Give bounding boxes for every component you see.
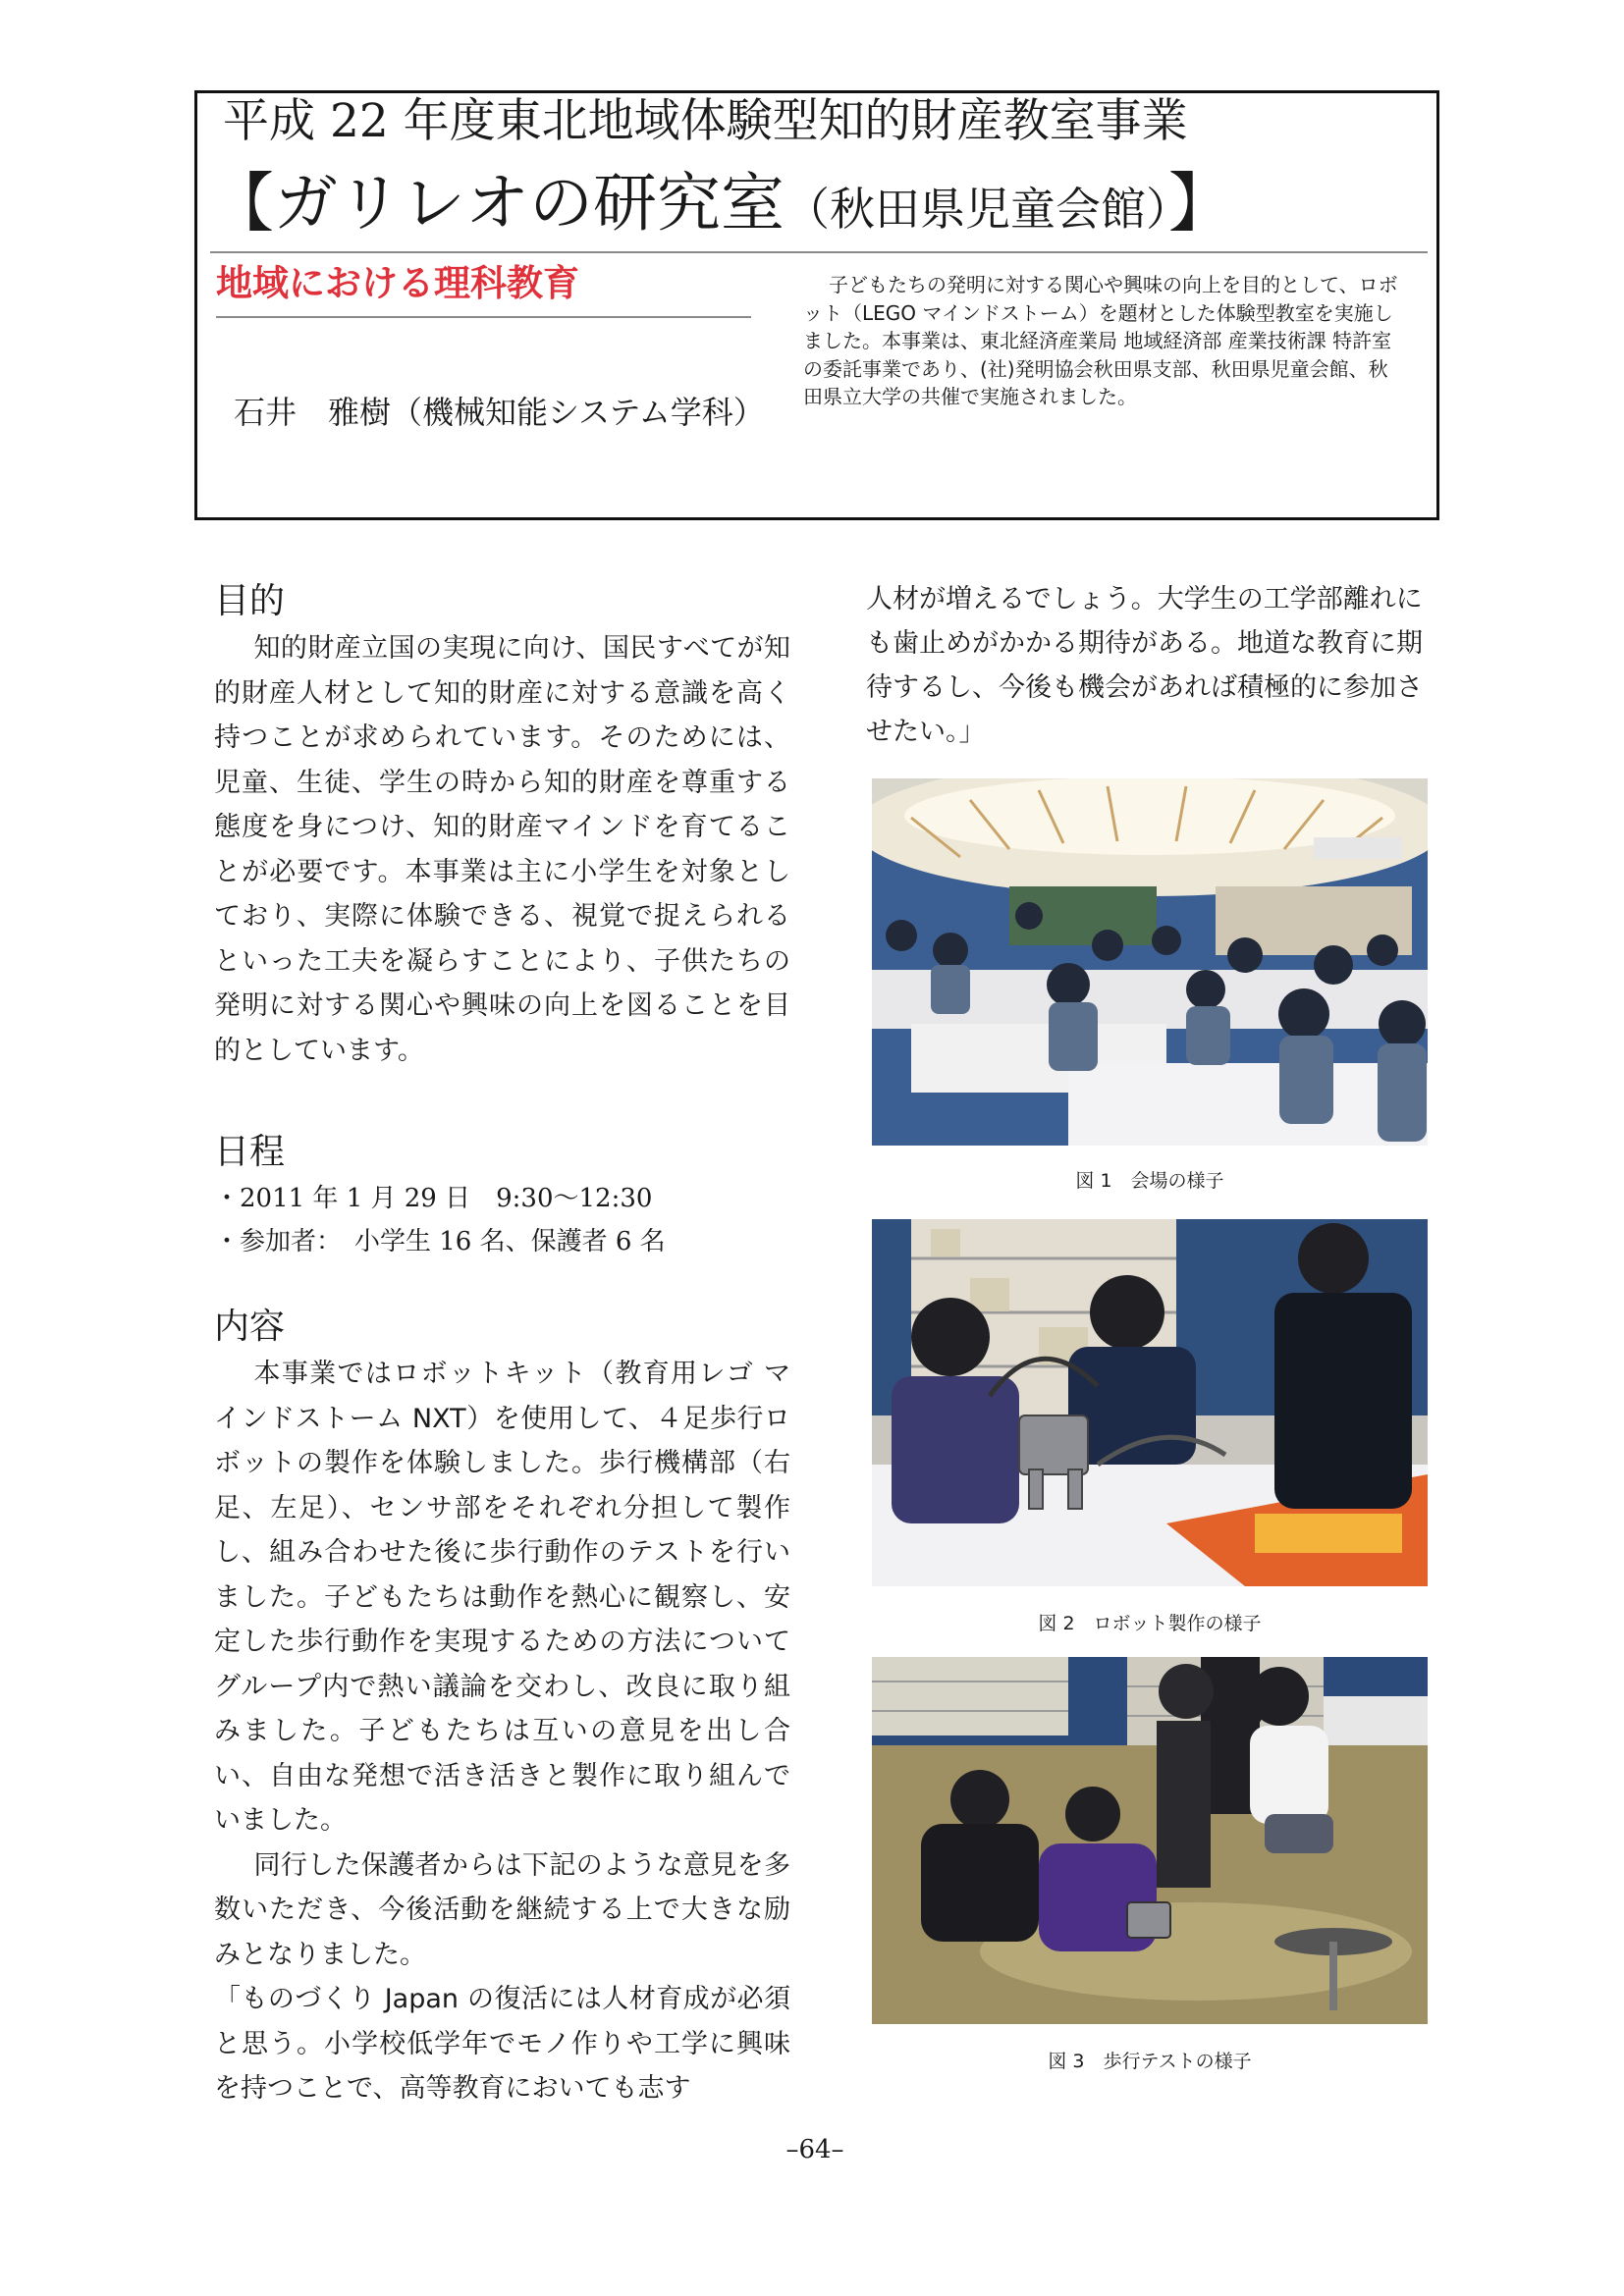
schedule-list xyxy=(214,1177,790,1263)
article-title-venue: （秋田県児童会館） xyxy=(785,183,1169,236)
purpose-heading: 目的 xyxy=(214,581,286,621)
figure-3-photo xyxy=(872,1657,1428,2024)
abstract-text: 子どもたちの発明に対する関心や興味の向上を目的として、ロボット（LEGO マインドストーム）を題材とした体験型教室を実施しました。本事業は、東北経済産業局 地域経済部 産業技術課 特許室の委託事業であり、(社)発明協会秋田県支部、秋田県児童会館、秋田県立大学の共催で実施されました。 xyxy=(803,273,1398,408)
parent-quote-end: 人材が増えるでしょう。大学生の工学部離れにも歯止めがかかる期待がある。地道な教育に期待するし、今後も機会があれば積極的に参加させたい。」 xyxy=(866,584,1423,747)
page-number: –64– xyxy=(785,2135,844,2164)
content-heading: 内容 xyxy=(214,1307,286,1347)
parent-quote-start: 「ものづくり Japan の復活には人材育成が必須と思う。小学校低学年でモノ作りや工学に興味を持つことで、高等教育においても志す xyxy=(214,1984,790,2104)
figure-2-caption: 図 2 ロボット製作の様子 xyxy=(1038,1613,1262,1634)
project-title: 平成 22 年度東北地域体験型知的財産教室事業 xyxy=(223,94,1188,148)
walking-test-photo xyxy=(872,1657,1428,2024)
header-divider xyxy=(210,251,1428,253)
left-column xyxy=(214,577,790,2111)
purpose-text: 知的財産立国の実現に向け、国民すべてが知的財産人材として知的財産に対する意識を高く持つことが求められています。そのためには、児童、生徒、学生の時から知的財産を尊重する態度を身につけ、知的財産マインドを育てることが必要です。本事業は主に小学生を対象としており、実際に体験できる、視覚で捉えられるといった工夫を凝らすことにより、子供たちの発明に対する関心や興味の向上を図ることを目的としています。 xyxy=(214,633,790,1066)
category-label: 地域における理科教育 xyxy=(216,262,579,304)
schedule-participants: ・参加者： 小学生 16 名、保護者 6 名 xyxy=(214,1227,666,1256)
article-title-bracket: 】 xyxy=(1168,167,1233,240)
author-line: 石井 雅樹（機械知能システム学科） xyxy=(234,394,765,431)
content-paragraph-1: 本事業ではロボットキット（教育用レゴ マインドストーム NXT）を使用して、４足歩行ロボットの製作を体験しました。歩行機構部（右足、左足）、センサ部をそれぞれ分担して製作し、組み合わせた後に歩行動作のテストを行いました。子どもたちは動作を熱心に観察し、安定した歩行動作を実現するための方法についてグループ内で熱い議論を交わし、改良に取り組みました。子どもたちは互いの意見を出し合い、自由な発想で活き活きと製作に取り組んでいました。 xyxy=(214,1359,790,1836)
article-title-main: 【ガリレオの研究室 xyxy=(210,167,785,240)
article-title xyxy=(210,167,1232,246)
figure-2-photo xyxy=(872,1219,1428,1586)
schedule-date: ・2011 年 1 月 29 日 9:30〜12:30 xyxy=(214,1184,653,1213)
content-paragraph-2: 同行した保護者からは下記のような意見を多数いただき、今後活動を継続する上で大きな励みとなりました。 xyxy=(214,1849,790,1970)
classroom-photo xyxy=(872,778,1428,1146)
figure-1-caption: 図 1 会場の様子 xyxy=(1075,1170,1224,1192)
figure-3-caption: 図 3 歩行テストの様子 xyxy=(1048,2051,1252,2072)
robot-building-photo xyxy=(872,1219,1428,1586)
category-underline xyxy=(216,316,751,318)
schedule-heading: 日程 xyxy=(214,1132,286,1172)
figure-1-photo xyxy=(872,778,1428,1146)
abstract xyxy=(803,271,1402,411)
